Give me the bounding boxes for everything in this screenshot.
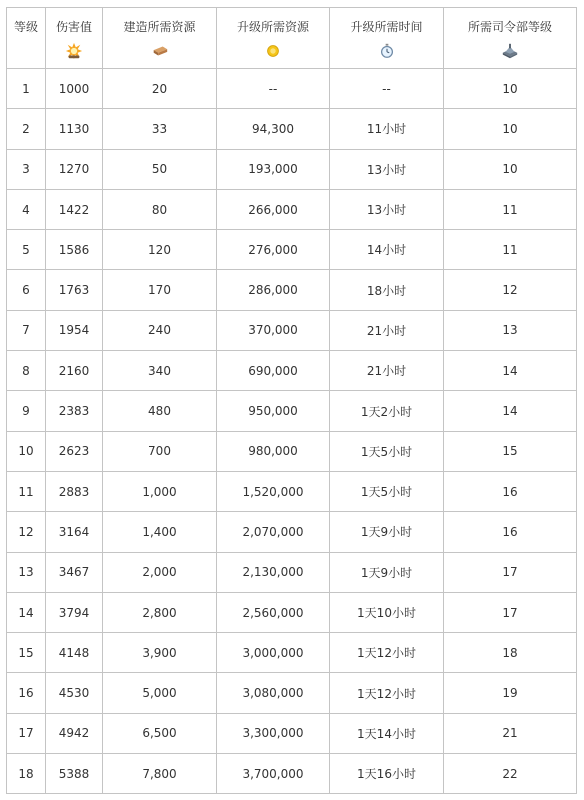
cell-hq-level: 15 [444, 431, 577, 471]
cell-upgrade-cost: 3,700,000 [217, 754, 330, 794]
cell-damage: 3794 [46, 592, 103, 632]
cell-damage: 4942 [46, 713, 103, 753]
cell-damage: 4148 [46, 633, 103, 673]
cell-level: 15 [7, 633, 46, 673]
cell-upgrade-time: 21小时 [330, 351, 444, 391]
cell-level: 11 [7, 471, 46, 511]
cell-upgrade-time: 1天16小时 [330, 754, 444, 794]
cell-upgrade-time: 11小时 [330, 109, 444, 149]
table-row [7, 471, 577, 511]
cell-damage: 5388 [46, 754, 103, 794]
cell-build-cost: 480 [103, 391, 217, 431]
fire-explosion-icon [65, 42, 83, 60]
cell-level: 18 [7, 754, 46, 794]
cell-level: 9 [7, 391, 46, 431]
cell-upgrade-cost: 2,560,000 [217, 592, 330, 632]
cell-upgrade-cost: 950,000 [217, 391, 330, 431]
cell-damage: 1954 [46, 310, 103, 350]
cell-damage: 1586 [46, 230, 103, 270]
cell-build-cost: 240 [103, 310, 217, 350]
cell-hq-level: 16 [444, 471, 577, 511]
cell-upgrade-cost: 2,130,000 [217, 552, 330, 592]
cell-upgrade-cost: 690,000 [217, 351, 330, 391]
table-row [7, 592, 577, 632]
upgrade-table [6, 7, 577, 794]
cell-upgrade-time: 1天12小时 [330, 673, 444, 713]
header-hq-level-label: 所需司令部等级 [467, 20, 552, 34]
table-row [7, 270, 577, 310]
cell-build-cost: 2,800 [103, 592, 217, 632]
cell-build-cost: 1,000 [103, 471, 217, 511]
cell-upgrade-time: 1天14小时 [330, 713, 444, 753]
table-row [7, 552, 577, 592]
cell-level: 8 [7, 351, 46, 391]
table-row [7, 230, 577, 270]
cell-level: 12 [7, 512, 46, 552]
table-row [7, 109, 577, 149]
cell-damage: 1422 [46, 189, 103, 229]
header-damage-label: 伤害值 [55, 20, 92, 34]
cell-upgrade-time: 1天2小时 [330, 391, 444, 431]
cell-damage: 2383 [46, 391, 103, 431]
cell-upgrade-cost: 286,000 [217, 270, 330, 310]
cell-hq-level: 12 [444, 270, 577, 310]
cell-upgrade-time: -- [330, 69, 444, 109]
cell-level: 3 [7, 149, 46, 189]
cell-level: 1 [7, 69, 46, 109]
cell-build-cost: 170 [103, 270, 217, 310]
table-row [7, 189, 577, 229]
cell-hq-level: 17 [444, 592, 577, 632]
cell-hq-level: 10 [444, 109, 577, 149]
cell-upgrade-time: 18小时 [330, 270, 444, 310]
cell-level: 14 [7, 592, 46, 632]
cell-hq-level: 14 [444, 351, 577, 391]
cell-upgrade-time: 13小时 [330, 189, 444, 229]
cell-upgrade-time: 1天10小时 [330, 592, 444, 632]
cell-upgrade-time: 1天9小时 [330, 552, 444, 592]
headquarters-building-icon [501, 42, 519, 60]
cell-damage: 4530 [46, 673, 103, 713]
header-upgrade-time-label: 升级所需时间 [350, 20, 423, 34]
cell-damage: 1270 [46, 149, 103, 189]
header-build-cost-label: 建造所需资源 [123, 20, 196, 34]
cell-damage: 2883 [46, 471, 103, 511]
cell-damage: 1763 [46, 270, 103, 310]
cell-upgrade-cost: 1,520,000 [217, 471, 330, 511]
brick-resource-icon [151, 42, 169, 60]
cell-upgrade-cost: 370,000 [217, 310, 330, 350]
header-upgrade-time [330, 8, 444, 69]
cell-hq-level: 21 [444, 713, 577, 753]
cell-hq-level: 22 [444, 754, 577, 794]
cell-upgrade-cost: 980,000 [217, 431, 330, 471]
cell-level: 2 [7, 109, 46, 149]
stopwatch-icon [378, 42, 396, 60]
cell-upgrade-time: 1天5小时 [330, 431, 444, 471]
cell-level: 5 [7, 230, 46, 270]
cell-upgrade-time: 1天9小时 [330, 512, 444, 552]
cell-build-cost: 6,500 [103, 713, 217, 753]
header-level-label: 等级 [13, 20, 38, 34]
cell-build-cost: 3,900 [103, 633, 217, 673]
cell-build-cost: 33 [103, 109, 217, 149]
cell-hq-level: 13 [444, 310, 577, 350]
cell-level: 13 [7, 552, 46, 592]
table-row [7, 149, 577, 189]
cell-build-cost: 340 [103, 351, 217, 391]
table-row [7, 713, 577, 753]
header-hq-level [444, 8, 577, 69]
cell-upgrade-time: 1天5小时 [330, 471, 444, 511]
table-row [7, 512, 577, 552]
gold-coin-icon [264, 42, 282, 60]
cell-level: 10 [7, 431, 46, 471]
cell-build-cost: 20 [103, 69, 217, 109]
cell-upgrade-time: 14小时 [330, 230, 444, 270]
header-upgrade-cost-label: 升级所需资源 [236, 20, 309, 34]
cell-upgrade-time: 1天12小时 [330, 633, 444, 673]
cell-build-cost: 120 [103, 230, 217, 270]
cell-build-cost: 80 [103, 189, 217, 229]
cell-upgrade-cost: 2,070,000 [217, 512, 330, 552]
cell-level: 4 [7, 189, 46, 229]
cell-hq-level: 10 [444, 149, 577, 189]
header-row [7, 8, 577, 69]
table-body [7, 69, 577, 794]
cell-build-cost: 50 [103, 149, 217, 189]
cell-upgrade-cost: 266,000 [217, 189, 330, 229]
table-row [7, 69, 577, 109]
cell-upgrade-cost: 94,300 [217, 109, 330, 149]
header-damage [46, 8, 103, 69]
table-row [7, 391, 577, 431]
cell-damage: 1000 [46, 69, 103, 109]
cell-upgrade-cost: 3,080,000 [217, 673, 330, 713]
cell-upgrade-cost: -- [217, 69, 330, 109]
cell-hq-level: 16 [444, 512, 577, 552]
table-row [7, 754, 577, 794]
cell-hq-level: 10 [444, 69, 577, 109]
cell-damage: 1130 [46, 109, 103, 149]
cell-level: 6 [7, 270, 46, 310]
cell-upgrade-cost: 3,300,000 [217, 713, 330, 753]
cell-build-cost: 7,800 [103, 754, 217, 794]
cell-upgrade-cost: 3,000,000 [217, 633, 330, 673]
table-row [7, 673, 577, 713]
header-upgrade-cost [217, 8, 330, 69]
cell-upgrade-time: 13小时 [330, 149, 444, 189]
cell-damage: 3467 [46, 552, 103, 592]
cell-hq-level: 19 [444, 673, 577, 713]
cell-hq-level: 11 [444, 230, 577, 270]
cell-level: 16 [7, 673, 46, 713]
cell-hq-level: 17 [444, 552, 577, 592]
cell-build-cost: 1,400 [103, 512, 217, 552]
cell-build-cost: 5,000 [103, 673, 217, 713]
cell-build-cost: 700 [103, 431, 217, 471]
table-row [7, 310, 577, 350]
cell-upgrade-time: 21小时 [330, 310, 444, 350]
table-row [7, 351, 577, 391]
cell-damage: 2160 [46, 351, 103, 391]
table-row [7, 431, 577, 471]
header-level [7, 8, 46, 69]
cell-upgrade-cost: 276,000 [217, 230, 330, 270]
cell-level: 7 [7, 310, 46, 350]
cell-hq-level: 18 [444, 633, 577, 673]
cell-level: 17 [7, 713, 46, 753]
cell-hq-level: 11 [444, 189, 577, 229]
cell-build-cost: 2,000 [103, 552, 217, 592]
cell-hq-level: 14 [444, 391, 577, 431]
table-row [7, 633, 577, 673]
header-build-cost [103, 8, 217, 69]
cell-upgrade-cost: 193,000 [217, 149, 330, 189]
cell-damage: 3164 [46, 512, 103, 552]
cell-damage: 2623 [46, 431, 103, 471]
